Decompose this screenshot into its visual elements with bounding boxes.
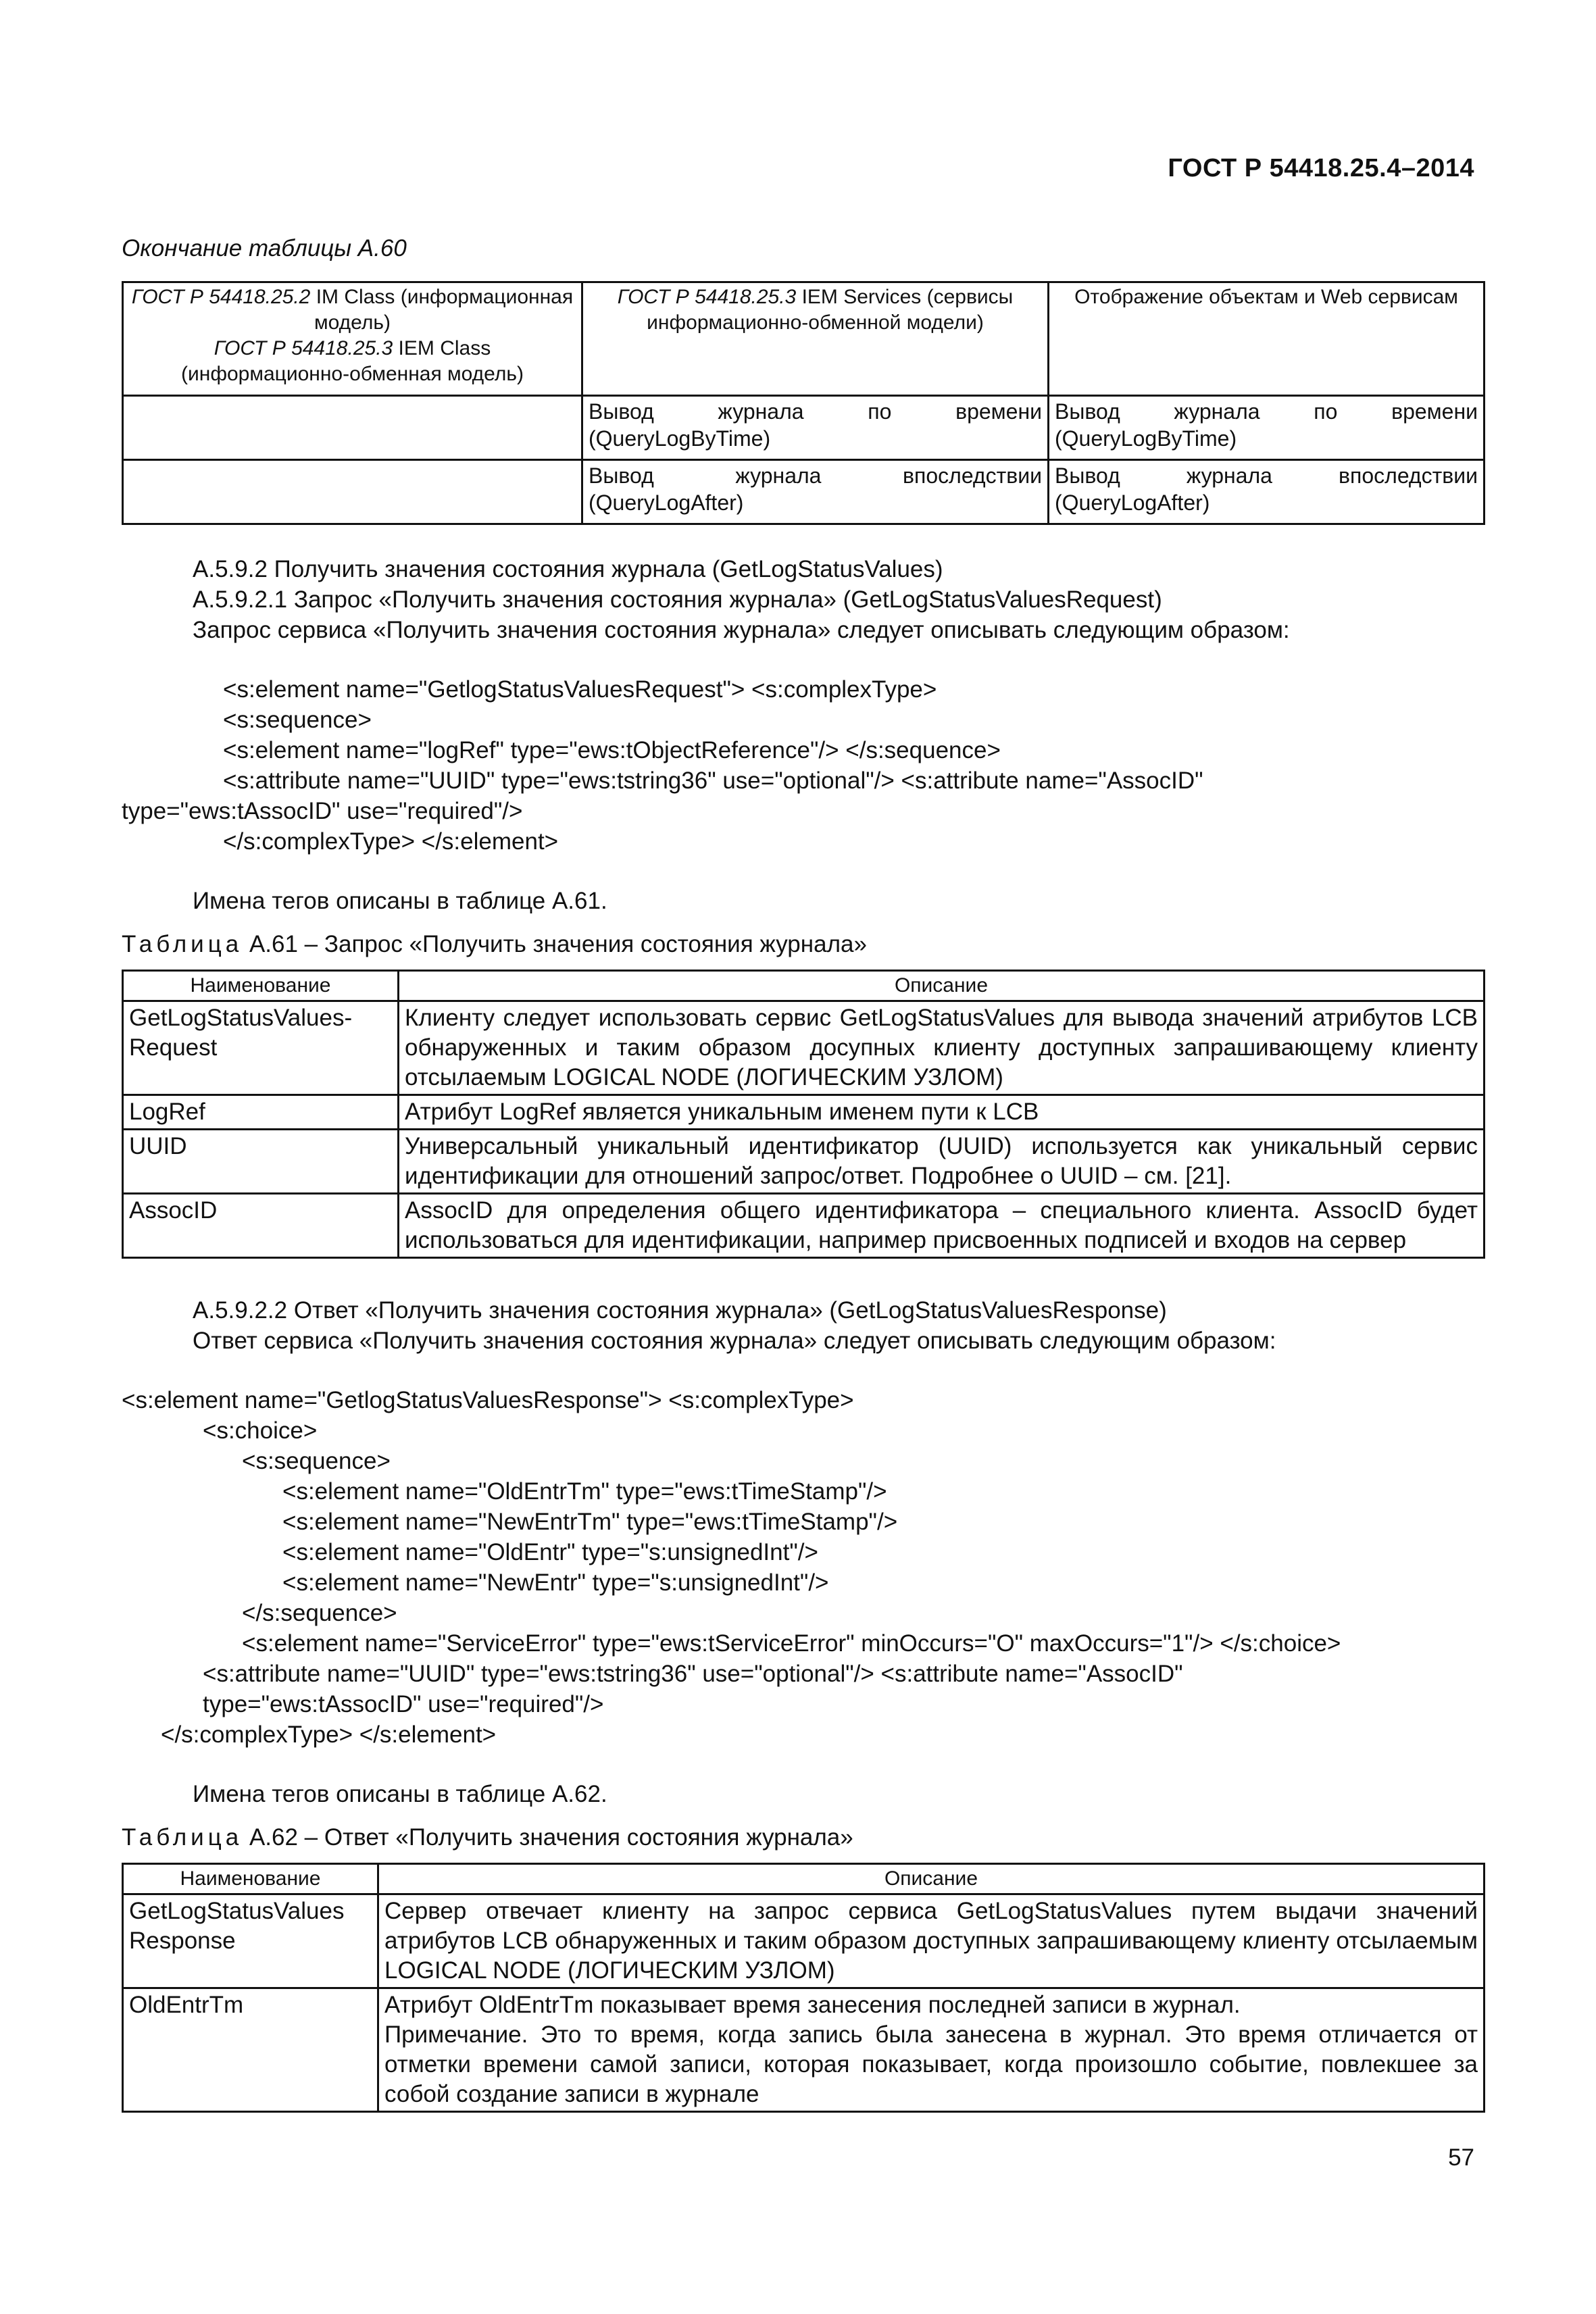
table61-name-cell: GetLogStatusValues-Request [123,1001,399,1095]
section-heading: А.5.9.2 Получить значения состояния журнала (GetLogStatusValues) [193,556,943,582]
table60-h2-text: IEM Services (сервисы информационно-обменной модели) [647,286,1014,334]
table61-desc-cell: Клиенту следует использовать сервис GetLogStatusValues для вывода значений атрибутов LCB обнаруженных и таким образом досупных клиенту доступных запрашивающему клиенту отсылаемым LOGICAL NODE (ЛОГИЧЕСКИМ УЗЛОМ) [399,1001,1485,1095]
code-line: <s:choice> [203,1417,318,1444]
table62-caption [122,1824,853,1851]
table62-caption-prefix: Таблица [122,1824,243,1851]
paragraph: Имена тегов описаны в таблице А.61. [193,888,607,914]
table60-header-row [123,282,1485,396]
table60-cell: Вывод журнала по времени (QueryLogByTime) [582,396,1049,460]
table62-desc-text: Атрибут OldEntrTm показывает время занесения последней записи в журнал. [384,1992,1241,2018]
code-line: <s:element name="logRef" type="ews:tObjectReference"/> </s:sequence> [223,737,1001,763]
code-line: <s:attribute name="UUID" type="ews:tstring36" use="optional"/> <s:attribute name="AssocID" [223,768,1203,794]
table-row [123,1095,1485,1130]
column-header: Описание [399,971,1485,1001]
table-row [123,1988,1485,2112]
code-line: <s:sequence> [242,1448,391,1474]
code-line: <s:element name="OldEntrTm" type="ews:tTimeStamp"/> [282,1478,887,1505]
paragraph: Имена тегов описаны в таблице А.62. [193,1781,607,1807]
table60-cell: Вывод журнала впоследствии (QueryLogAfter) [1049,460,1485,524]
table-row [123,1130,1485,1194]
code-line: <s:element name="NewEntrTm" type="ews:tTimeStamp"/> [282,1509,898,1535]
table61-name-cell: LogRef [123,1095,399,1130]
table-row [123,1894,1485,1988]
table61-desc-cell: AssocID для определения общего идентификатора – специального клиента. AssocID будет использоваться для идентификации, например присвоенных подписей и входов на сервер [399,1194,1485,1258]
table-row [123,1194,1485,1258]
table61-name-cell: AssocID [123,1194,399,1258]
table60-cell: Вывод журнала впоследствии (QueryLogAfter) [582,460,1049,524]
table-a61 [122,970,1485,1259]
code-line: <s:element name="OldEntr" type="s:unsignedInt"/> [282,1539,818,1565]
table60-header-col3: Отображение объектам и Web сервисам [1049,282,1485,396]
table60-h1-text1: IM Class (информационная модель) [310,286,574,334]
table60-h1-ref2: ГОСТ Р 54418.25.3 [214,337,393,359]
table-a60 [122,281,1485,525]
table60-h1-text2: IEM Class (информационно-обменная модель) [181,337,524,385]
table61-desc-cell: Универсальный уникальный идентификатор (UUID) используется как уникальный сервис идентификации для отношений запрос/ответ. Подробнее о UUID – см. [21]. [399,1130,1485,1194]
table-row [123,1001,1485,1095]
table62-name-cell: OldEntrTm [123,1988,378,2112]
table61-caption-prefix: Таблица [122,931,243,957]
table62-name-cell: GetLogStatusValues Response [123,1894,378,1988]
table61-name-cell: UUID [123,1130,399,1194]
table60-caption: Окончание таблицы А.60 [122,235,407,261]
page-number: 57 [1448,2144,1474,2171]
column-header: Наименование [123,971,399,1001]
code-line: <s:element name="GetlogStatusValuesRequest"> <s:complexType> [223,676,937,703]
table60-cell [123,396,582,460]
paragraph: Ответ сервиса «Получить значения состояния журнала» следует описывать следующим образом: [193,1328,1276,1354]
code-line: <s:element name="NewEntr" type="s:unsignedInt"/> [282,1569,829,1596]
table-a62 [122,1863,1485,2113]
table60-header-col2 [582,282,1049,396]
code-line: </s:sequence> [242,1600,397,1626]
table62-desc-cell [378,1988,1485,2112]
document-code: ГОСТ Р 54418.25.4–2014 [1168,154,1474,182]
subsection-heading: А.5.9.2.2 Ответ «Получить значения состояния журнала» (GetLogStatusValuesResponse) [193,1297,1167,1324]
code-line: <s:element name="ServiceError" type="ews:tServiceError" minOccurs="O" maxOccurs="1"/> </s:choice> [242,1630,1341,1657]
table61-header-row [123,971,1485,1001]
table62-note-text: Примечание. Это то время, когда запись была занесена в журнал. Это время отличается от отметки времени самой записи, которая показывает, когда произошло событие, повлекшее за собой создание записи в журнале [384,2021,1478,2107]
table-row [123,396,1485,460]
table60-h2-ref: ГОСТ Р 54418.25.3 [617,286,797,308]
column-header: Описание [378,1864,1485,1894]
table62-caption-text: А.62 – Ответ «Получить значения состояния журнала» [243,1824,853,1851]
table61-caption-text: А.61 – Запрос «Получить значения состояния журнала» [243,931,867,957]
column-header: Наименование [123,1864,378,1894]
table60-header-col1 [123,282,582,396]
table61-caption [122,931,867,958]
table61-desc-cell: Атрибут LogRef является уникальным именем пути к LCB [399,1095,1485,1130]
code-line: <s:sequence> [223,707,372,733]
code-line: </s:complexType> </s:element> [223,828,559,855]
table62-header-row [123,1864,1485,1894]
code-line: type="ews:tAssocID" use="required"/> [122,798,523,824]
table62-desc-cell: Сервер отвечает клиенту на запрос сервиса GetLogStatusValues путем выдачи значений атрибутов LCB обнаруженных и таким образом доступных запрашивающему клиенту отсылаемым LOGICAL NODE (ЛОГИЧЕСКИМ УЗЛОМ) [378,1894,1485,1988]
paragraph: Запрос сервиса «Получить значения состояния журнала» следует описывать следующим образом: [193,617,1290,643]
table60-cell [123,460,582,524]
table60-h1-ref1: ГОСТ Р 54418.25.2 [131,286,311,308]
code-line: <s:element name="GetlogStatusValuesResponse"> <s:complexType> [122,1387,854,1413]
table-row [123,460,1485,524]
code-line: type="ews:tAssocID" use="required"/> [203,1691,604,1717]
table60-cell: Вывод журнала по времени (QueryLogByTime) [1049,396,1485,460]
code-line: </s:complexType> </s:element> [161,1721,497,1748]
subsection-heading: А.5.9.2.1 Запрос «Получить значения состояния журнала» (GetLogStatusValuesRequest) [193,586,1162,613]
code-line: <s:attribute name="UUID" type="ews:tstring36" use="optional"/> <s:attribute name="AssocID" [203,1661,1183,1687]
